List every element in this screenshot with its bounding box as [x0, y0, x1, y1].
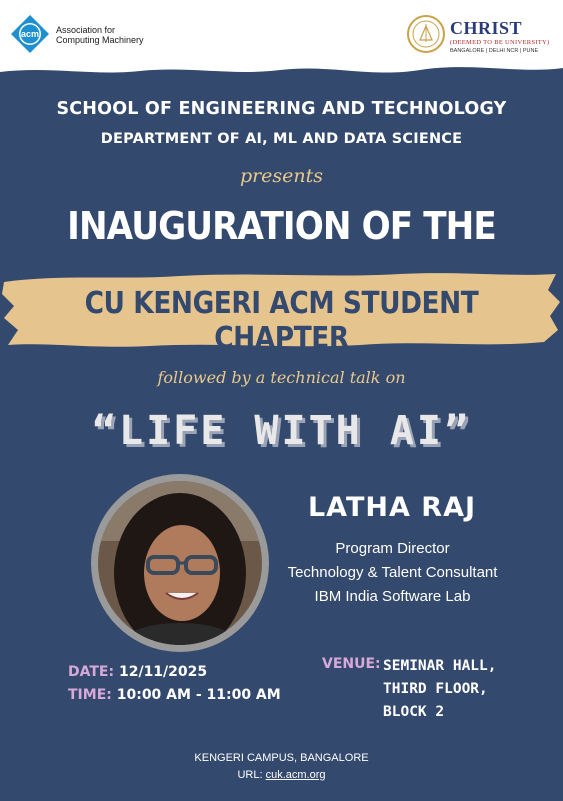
- speaker-portrait-icon: [98, 481, 262, 645]
- acm-mark-text: acm: [20, 29, 40, 39]
- campus-text: KENGERI CAMPUS, BANGALORE: [194, 752, 369, 764]
- header-band: [0, 0, 563, 82]
- time-line: [68, 687, 281, 703]
- url-label: URL:: [237, 769, 263, 781]
- speaker-role-3: IBM India Software Lab: [314, 588, 471, 605]
- christ-logo: [406, 14, 551, 60]
- date-label: DATE:: [68, 664, 115, 680]
- talk-title: “LIFE WITH AI”: [91, 408, 472, 454]
- acm-logo: [10, 14, 160, 54]
- speaker-role-2: Technology & Talent Consultant: [287, 564, 498, 581]
- department-title: DEPARTMENT OF AI, ML AND DATA SCIENCE: [100, 131, 463, 147]
- url-line: [0, 769, 563, 781]
- venue-line-1: SEMINAR HALL,: [383, 658, 497, 674]
- venue-line-2: THIRD FLOOR,: [383, 681, 488, 697]
- acm-diamond-icon: [10, 14, 50, 54]
- venue-line-3: BLOCK 2: [383, 704, 445, 720]
- christ-subtitle: (DEEMED TO BE UNIVERSITY): [450, 39, 550, 46]
- date-line: [68, 664, 207, 680]
- venue-label-line: [322, 656, 381, 672]
- christ-name: CHRIST: [450, 18, 523, 38]
- followed-text: followed by a technical talk on: [157, 368, 406, 387]
- time-value: 10:00 AM - 11:00 AM: [116, 687, 281, 703]
- speaker-name: LATHA RAJ: [307, 492, 477, 523]
- presents-text: presents: [239, 165, 324, 187]
- chapter-title: CU KENGERI ACM STUDENT CHAPTER: [84, 286, 479, 356]
- acm-name-line2: Computing Machinery: [56, 35, 144, 45]
- date-value: 12/11/2025: [118, 664, 208, 680]
- speaker-photo: [98, 481, 262, 645]
- christ-seal-icon: [406, 14, 446, 54]
- venue-label: VENUE:: [322, 656, 381, 672]
- acm-name-line1: Association for: [56, 25, 116, 35]
- time-label: TIME:: [68, 687, 112, 703]
- headline: INAUGURATION OF THE: [67, 204, 496, 248]
- speaker-role-1: Program Director: [335, 540, 450, 557]
- url-link[interactable]: cuk.acm.org: [265, 769, 326, 781]
- acm-name: [56, 25, 166, 45]
- christ-locations: BANGALORE | DELHI NCR | PUNE: [450, 48, 539, 54]
- school-title: SCHOOL OF ENGINEERING AND TECHNOLOGY: [56, 99, 507, 119]
